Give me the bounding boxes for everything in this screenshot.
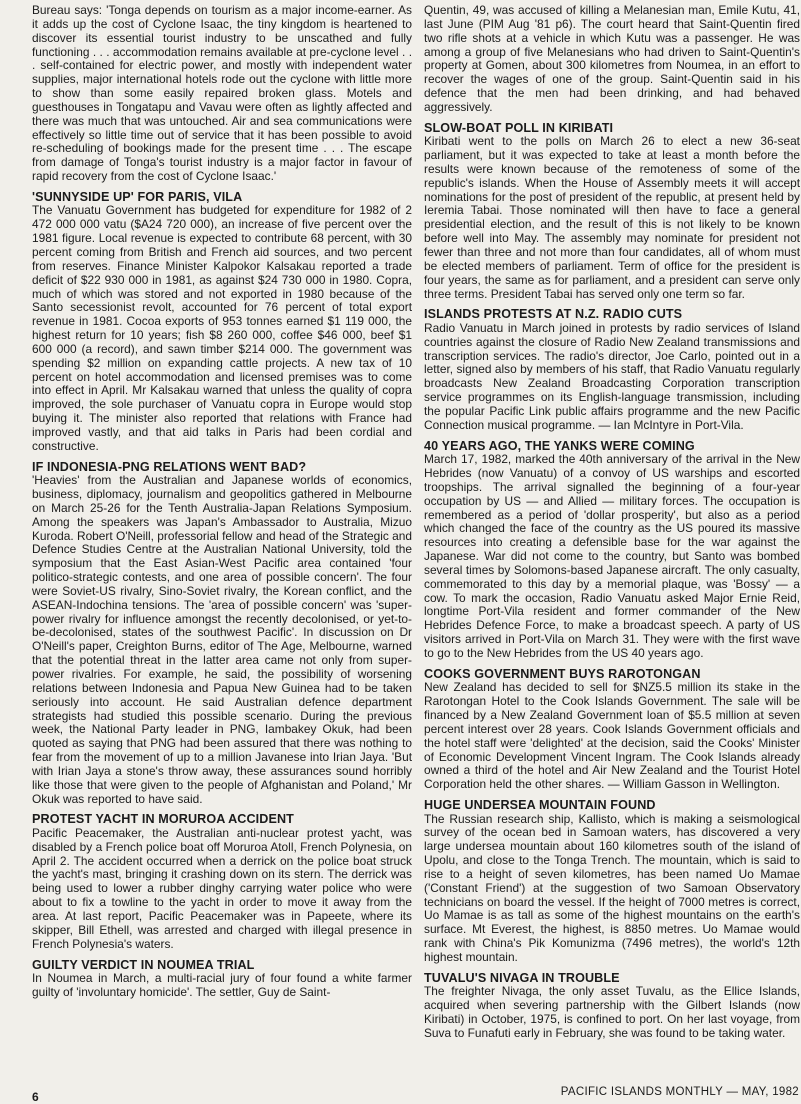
- article-headline: PROTEST YACHT IN MORUROA ACCIDENT: [32, 812, 294, 827]
- article-body: Radio Vanuatu in March joined in protests by radio services of Island countries against the closure of Radio New Zealand transmissions and transcription services. The radio's director, Joe Carlo, pointed out in a letter, signed also by members of his staff, that Radio Vanuatu regularly broadcasts New Zealand Broadcasting Corporation transcription service programmes on its English-language transmission, including the popular Pacific Link public affairs programme and the new Pacific Connection musical programme. — Ian McIntyre in Port-Vila.: [424, 320, 800, 432]
- right-column: [424, 4, 800, 1041]
- left-column: [32, 4, 412, 1000]
- article-body: In Noumea in March, a multi-racial jury of four found a white farmer guilty of 'involuntary homicide'. The settler, Guy de Saint-: [32, 971, 412, 999]
- intro-paragraph: Bureau says: 'Tonga depends on tourism as a major income-earner. As it adds up the cost of Cyclone Isaac, the tiny kingdom is heartened to discover its essential tourist industry to be unscathed and fully functioning . . . accommodation remains available at pre-cyclone level . . . self-contained for electric power, and mostly with independent water supplies, major international hotels rode out the cyclone with little more to show than some easily repaired broken glass. Motels and guesthouses in Tongatapu and Vavau were often as lightly affected and there was much that was untouched. Air and sea communications were effectively so little time out of service that it has been possible to avoid re-scheduling of bookings made for the present time . . . The escape from damage of Tonga's tourist industry is a major factor in favour of rapid recovery from the cost of Cyclone Isaac.': [32, 3, 412, 184]
- article-headline: IF INDONESIA-PNG RELATIONS WENT BAD?: [32, 459, 307, 474]
- article-headline: 40 YEARS AGO, THE YANKS WERE COMING: [424, 438, 695, 453]
- article-body: The Russian research ship, Kallisto, which is making a seismological survey of the ocean bed in Samoan waters, has discovered a very large undersea mountain about 160 kilometres south of the island of Upolu, and close to the Tonga Trench. The mountain, which is said to rise to a height of seven kilometres, has been named Uo Mamae ('Constant Friend') at the suggestion of two Samoan Observatory technicians on board the vessel. If the height of 7000 metres is correct, Uo Mamae is as tall as some of the highest mountains on the earth's surface. Mt Everest, the highest, is 8850 metres. Uo Mamae would rank with China's Pik Komunizma (7496 metres), the world's 12th highest mountain.: [424, 811, 800, 964]
- continuation-paragraph: Quentin, 49, was accused of killing a Melanesian man, Emile Kutu, 41, last June (PIM Aug '81 p6). The court heard that Saint-Quentin fired two rifle shots at a vehicle in which Kutu was a passenger. He was among a group of five Melanesians who had driven to Saint-Quentin's property at Gomen, about 300 kilometres from Noumea, in an effort to recover the wages of one of the group. Saint-Quentin said in his defence that the men had been drinking, and had behaved aggressively.: [424, 3, 800, 114]
- article-body: The Vanuatu Government has budgeted for expenditure for 1982 of 2 472 000 000 vatu ($A24 720 000), an increase of five percent over the 1981 figure. Local revenue is expected to contribute 68 percent, with 30 percent coming from British and French aid sources, and two percent from reserves. Finance Minister Kalpokor Kalsakau reported a trade deficit of $22 930 000 in 1981, as against $24 730 000 in 1980. Copra, much of which was stored and not exported in 1980 because of the Santo secessionist revolt, accounted for 76 percent of total export revenue in 1981. Cocoa exports of 953 tonnes earned $1 119 000, the highest return for 10 years; fish $8 260 000, coffee $46 000, beef $1 600 000 (a record), and sawn timber $214 000. The government was spending $2 million on expanding cattle projects. A new tax of 10 percent on hotel accommodation and licensed premises was to come into effect in April. Mr Kalsakau warned that unless the quality of copra improved, the sole purchaser of Vanuatu copra in Europe would stop buying it. The minister also reported that relations with France had improved vastly, and that aid talks in Paris had been cordial and constructive.: [32, 203, 412, 453]
- masthead-footer: PACIFIC ISLANDS MONTHLY — MAY, 1982: [560, 1086, 799, 1098]
- article-headline: COOKS GOVERNMENT BUYS RAROTONGAN: [424, 666, 701, 681]
- article-body: Kiribati went to the polls on March 26 to elect a new 36-seat parliament, but it was expected to take at least a month before the results were known because of the remoteness of some of the republic's islands. When the House of Assembly meets it will accept nominations for the post of president of the republic, at present held by Ieremia Tabai. Those nominated will then have to face a general presidential election, and the result of this is not likely to be known before well into May. The assembly may nominate for president not fewer than three and not more than four candidates, all of whom must be elected members of parliament. Term of office for the president is four years, the same as for parliament, and a president can serve only three terms. President Tabai has served only one term so far.: [424, 134, 800, 301]
- article-headline: HUGE UNDERSEA MOUNTAIN FOUND: [424, 798, 656, 813]
- article-body: 'Heavies' from the Australian and Japanese worlds of economics, business, diplomacy, journalism and geopolitics gathered in Melbourne on March 25-26 for the Tenth Australia-Japan Relations Symposium. Among the speakers was Japan's Ambassador to Australia, Mizuo Kuroda. Robert O'Neill, professorial fellow and head of the Strategic and Defence Studies Centre at the Australian National University, told the symposium that the East Asian-West Pacific area contained 'four politico-strategic contests, and one area of possible concern'. The four were Soviet-US rivalry, Sino-Soviet rivalry, the Korean conflict, and the ASEAN-Indochina tensions. The 'area of possible concern' was 'super-power rivalry for influence amongst the recently decolonised, or yet-to-be-decolonised, states of the southwest Pacific'. In discussion on Dr O'Neill's paper, Creighton Burns, editor of The Age, Melbourne, warned that the potential threat in the latter area came not only from super-power rivalries. For example, he said, the possibility of worsening relations between Indonesia and Papua New Guinea had to be taken seriously into account. He said Australian defence department strategists had studied this possible scenario. During the previous week, the National Party leader in PNG, Iambakey Okuk, had been quoted as saying that PNG had been assured that there was nothing to fear from the movement of up to a million Javanese into Irian Jaya. 'But with Irian Jaya a stone's throw away, these assurances sound horribly like those that were given to the people of Afghanistan and Poland,' Mr Okuk was reported to have said.: [32, 473, 412, 806]
- article-headline: GUILTY VERDICT IN NOUMEA TRIAL: [32, 957, 255, 972]
- article-body: The freighter Nivaga, the only asset Tuvalu, as the Ellice Islands, acquired when severing partnership with the Gilbert Islands (now Kiribati) in October, 1975, is confined to port. On her last voyage, from Suva to Funafuti early in February, she was found to be taking water.: [424, 984, 800, 1040]
- article-body: March 17, 1982, marked the 40th anniversary of the arrival in the New Hebrides (now Vanuatu) of a convoy of US warships and escorted troopships. The arrival signalled the beginning of a four-year occupation by US — and Allied — military forces. The occupation is remembered as a period of 'dollar prosperity', but also as a period which changed the face of the country as the US poured its massive resources into creating a defensible base for the war against the Japanese. War did not come to the country, but Santo was bombed several times by Solomons-based Japanese aircraft. The only casualty, commemorated to this day by a memorial plaque, was 'Bossy' — a cow. To mark the occasion, Radio Vanuatu asked Major Ernie Reid, longtime Port-Vila resident and former commander of the New Hebrides Defence Force, to make a broadcast speech. A party of US visitors arrived in Port-Vila on March 31. They were with the first wave to go to the New Hebrides from the US 40 years ago.: [424, 452, 800, 660]
- article-body: Pacific Peacemaker, the Australian anti-nuclear protest yacht, was disabled by a French police boat off Moruroa Atoll, French Polynesia, on April 2. The accident occurred when a derrick on the police boat struck the yacht's mast, bringing it crashing down on its stern. The derrick was being used to lower a rubber dinghy carrying water police who were about to fix a towline to the yacht in order to move it away from the area. At last report, Pacific Peacemaker was in Papeete, where its skipper, Bill Ethell, was arrested and charged with illegal presence in French Polynesia's waters.: [32, 825, 412, 951]
- article-headline: SLOW-BOAT POLL IN KIRIBATI: [424, 120, 614, 135]
- article-headline: 'SUNNYSIDE UP' FOR PARIS, VILA: [32, 189, 243, 204]
- article-body: New Zealand has decided to sell for $NZ5.5 million its stake in the Rarotongan Hotel to the Cook Islands Government. The sale will be financed by a New Zealand Government loan of $5.5 million at seven percent interest over 28 years. Cook Islands Government officials and the hotel staff were 'delighted' at the decision, said the Cooks' Minister of Economic Development Vincent Ingram. The Cook Islands already owned a third of the hotel and Air New Zealand and the Tourist Hotel Corporation held the other shares. — William Gasson in Wellington.: [424, 680, 800, 792]
- page-number: 6: [32, 1090, 39, 1104]
- article-headline: ISLANDS PROTESTS AT N.Z. RADIO CUTS: [424, 307, 683, 322]
- article-headline: TUVALU'S NIVAGA IN TROUBLE: [424, 970, 620, 985]
